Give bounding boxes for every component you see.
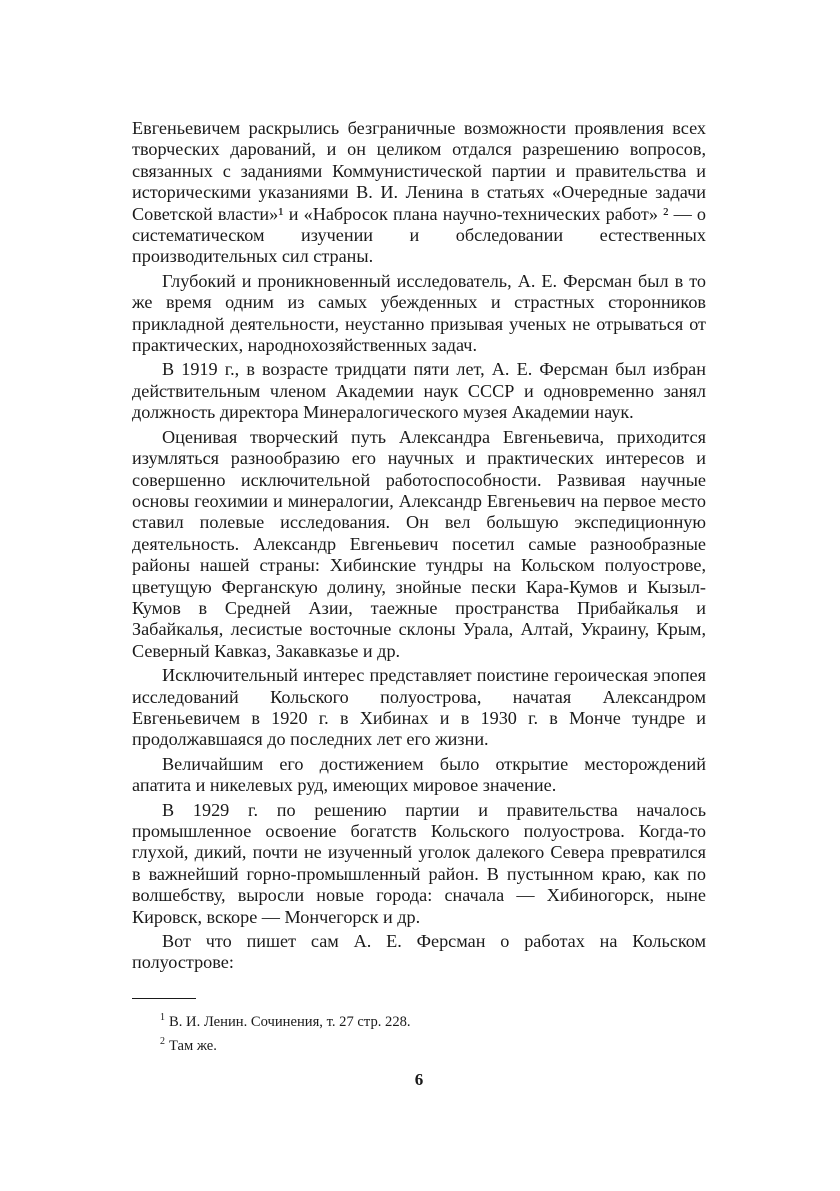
page-text [132, 118, 706, 1090]
paragraph: Глубокий и проникновенный исследователь, А. Е. Ферсман был в то же время одним из самых убежденных и страстных сторонников прикладной деятельности, неустанно призывая ученых не отрываться от практических, народнохозяйственных задач. [132, 270, 706, 356]
paragraph: Исключительный интерес представляет поистине героическая эпопея исследований Кольского полуострова, начатая Александром Евгеньевичем в 1920 г. в Хибинах и в 1930 г. в Монче тундре и продолжавшаяся до последних лет его жизни. [132, 665, 706, 750]
paragraph: Оценивая творческий путь Александра Евгеньевича, приходится изумляться разнообразию его научных и практических интересов и совершенно исключительной работоспособности. Развивая научные основы геохимии и минералогии, Александр Евгеньевич на первое место ставил полевые исследования. Он вел большую экспедиционную деятельность. Александр Евгеньевич посетил самые разнообразные районы нашей страны: Хибинские тундры на Кольском полуострове, цветущую Ферганскую долину, знойные пески Кара-Кумов и Кызыл-Кумов в Средней Азии, таежные пространства Прибайкалья и Забайкалья, лесистые восточные склоны Урала, Алтай, Украину, Крым, Северный Кавказ, Закавказье и др. [132, 426, 706, 661]
footnote [160, 1032, 706, 1056]
paragraph: Евгеньевичем раскрылись безграничные возможности проявления всех творческих дарований, и он целиком отдался разрешению вопросов, связанных с заданиями Коммунистической партии и правительства и историческими указаниями В. И. Ленина в статьях «Очередные задачи Советской власти»¹ и «Набросок плана научно-технических работ» ² — о систематическом изучении и обследовании естественных производительных сил страны. [132, 118, 706, 267]
footnote [160, 1008, 706, 1032]
page-number: 6 [414, 1069, 424, 1089]
paragraph: В 1919 г., в возрасте тридцати пяти лет, А. Е. Ферсман был избран действительным членом Академии наук СССР и одновременно занял должность директора Минералогического музея Академии наук. [132, 359, 706, 423]
footnote-mark: 1 [160, 1011, 165, 1023]
footnote-divider [132, 998, 196, 999]
footnote-text: В. И. Ленин. Сочинения, т. 27 стр. 228. [169, 1013, 411, 1030]
paragraph: Вот что пишет сам А. Е. Ферсман о работах на Кольском полуострове: [132, 931, 706, 973]
paragraph: В 1929 г. по решению партии и правительства началось промышленное освоение богатств Кольского полуострова. Когда-то глухой, дикий, почти не изученный уголок далекого Севера превратился в важнейший горно-промышленный район. В пустынном краю, как по волшебству, выросли новые города: сначала — Хибиногорск, ныне Кировск, вскоре — Мончегорск и др. [132, 799, 706, 927]
paragraph: Величайшим его достижением было открытие месторождений апатита и никелевых руд, имеющих мировое значение. [132, 753, 706, 796]
footnote-mark: 2 [160, 1035, 165, 1047]
footnote-text: Там же. [169, 1037, 217, 1054]
